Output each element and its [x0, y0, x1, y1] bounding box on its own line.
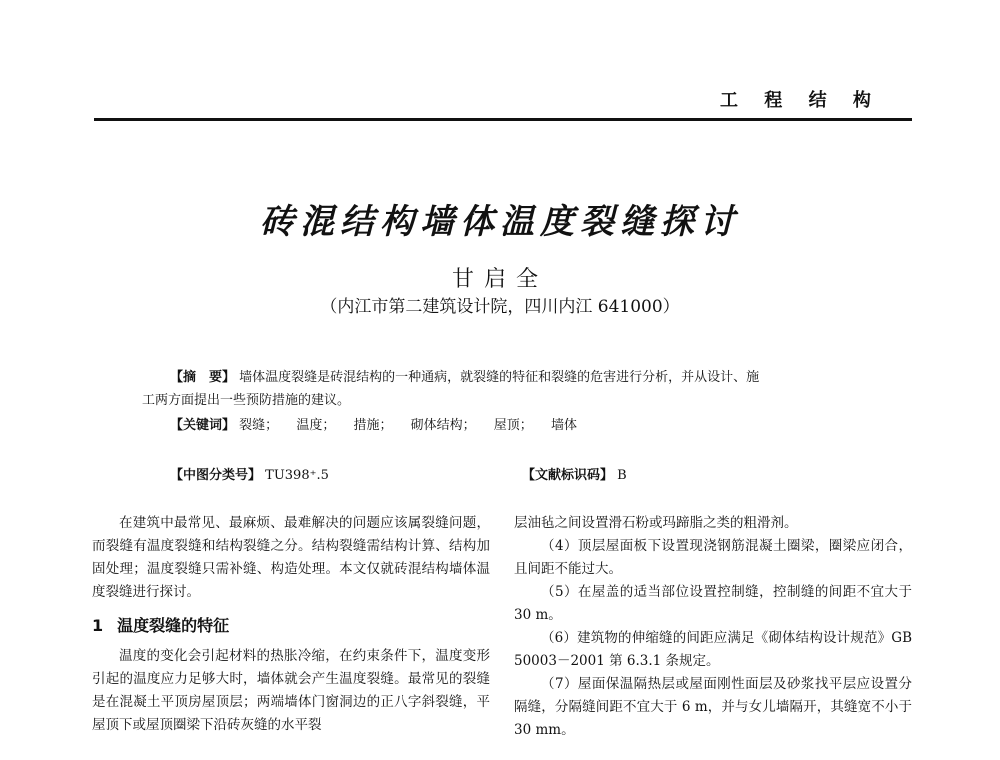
- abstract-label: 【摘 要】: [170, 370, 236, 385]
- author-affiliation: （内江市第二建筑设计院，四川内江 641000）: [320, 297, 680, 317]
- left-column: [92, 512, 490, 737]
- keyword-item: 屋顶；: [493, 418, 533, 433]
- keyword-item: 措施；: [353, 418, 393, 433]
- keywords-label: 【关键词】: [170, 418, 236, 433]
- keyword-item: 裂缝；: [239, 418, 279, 433]
- keyword-item: 墙体: [550, 418, 577, 433]
- document-code-label: 【文献标识码】: [522, 468, 614, 483]
- section-number: 1: [92, 616, 104, 635]
- body-paragraph: 温度的变化会引起材料的热胀冷缩，在约束条件下，温度变形引起的温度应力足够大时，墙体就会产生温度裂缝。最常见的裂缝是在混凝土平顶房屋顶层；两端墙体门窗洞边的正八字斜裂缝，平屋顶下或屋顶圈梁下沿砖灰缝的水平裂: [92, 648, 490, 733]
- keyword-item: 温度；: [296, 418, 336, 433]
- article-title: 砖混结构墙体温度裂缝探讨: [260, 202, 740, 242]
- header-rule: [94, 118, 912, 121]
- intro-paragraph: 在建筑中最常见、最麻烦、最难解决的问题应该属裂缝问题，而裂缝有温度裂缝和结构裂缝之分。结构裂缝需结构计算、结构加固处理；温度裂缝只需补缝、构造处理。本文仅就砖混结构墙体温度裂缝进行探讨。: [92, 515, 490, 600]
- body-paragraph: （5）在屋盖的适当部位设置控制缝，控制缝的间距不宜大于 30 m。: [514, 584, 912, 623]
- document-code: [522, 464, 627, 483]
- abstract: [142, 366, 890, 412]
- header-char: 程: [764, 90, 785, 111]
- header-char: 工: [720, 90, 740, 111]
- classification-label: 【中图分类号】: [170, 468, 262, 483]
- right-column: [514, 512, 912, 742]
- keyword-item: 砌体结构；: [410, 418, 476, 433]
- journal-section-label: [720, 86, 889, 112]
- body-paragraph: 层油毡之间设置滑石粉或玛蹄脂之类的粗滑剂。: [514, 515, 798, 531]
- section-heading: [92, 614, 490, 637]
- document-code-value: B: [617, 468, 627, 483]
- section-title: 温度裂缝的特征: [117, 616, 230, 635]
- abstract-text-line1: 墙体温度裂缝是砖混结构的一种通病，就裂缝的特征和裂缝的危害进行分析，并从设计、施: [239, 370, 760, 385]
- abstract-text-line2: 工两方面提出一些预防措施的建议。: [142, 393, 351, 408]
- header-char: 构: [852, 90, 873, 111]
- keywords: [170, 414, 591, 433]
- author-name: 甘启全: [451, 267, 548, 292]
- body-paragraph: （6）建筑物的伸缩缝的间距应满足《砌体结构设计规范》GB 50003－2001 第 6.3.1 条规定。: [514, 630, 912, 669]
- classification-number: [170, 464, 329, 483]
- classification-value: TU398⁺.5: [265, 468, 329, 483]
- header-char: 结: [808, 90, 829, 111]
- body-paragraph: （4）顶层屋面板下设置现浇钢筋混凝土圈梁，圈梁应闭合，且间距不能过大。: [514, 538, 912, 577]
- body-paragraph: （7）屋面保温隔热层或屋面刚性面层及砂浆找平层应设置分隔缝，分隔缝间距不宜大于 6 m，并与女儿墙隔开，其缝宽不小于 30 mm。: [514, 676, 912, 738]
